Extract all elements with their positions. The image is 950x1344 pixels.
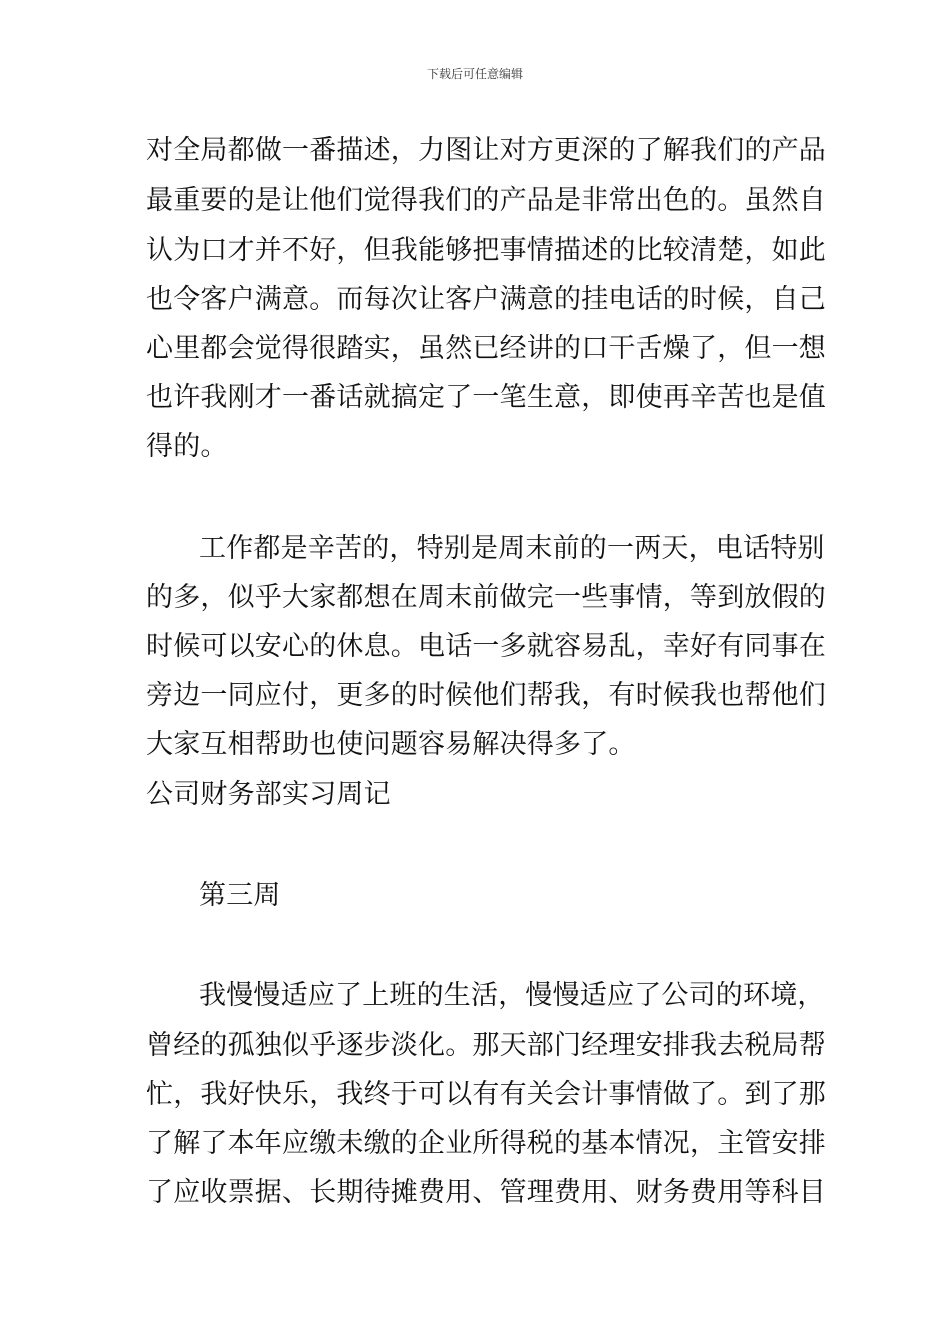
paragraph-3-line: 我慢慢适应了上班的生活，慢慢适应了公司的环境，: [199, 980, 825, 1011]
week-heading: 第三周: [199, 880, 281, 911]
section-title: 公司财务部实习周记: [146, 779, 391, 810]
paragraph-3-line: 了解了本年应缴未缴的企业所得税的基本情况，主管安排: [146, 1128, 826, 1159]
paragraph-1-line: 也令客户满意。而每次让客户满意的挂电话的时候，自己: [146, 284, 826, 315]
paragraph-2-line: 工作都是辛苦的，特别是周末前的一两天，电话特别: [199, 533, 825, 564]
paragraph-1-line: 得的。: [146, 431, 228, 462]
paragraph-1-line: 对全局都做一番描述，力图让对方更深的了解我们的产品: [146, 135, 826, 166]
paragraph-1-line: 最重要的是让他们觉得我们的产品是非常出色的。虽然自: [146, 185, 826, 216]
paragraph-2-line: 大家互相帮助也使问题容易解决得多了。: [146, 729, 636, 760]
paragraph-1-line: 认为口才并不好，但我能够把事情描述的比较清楚，如此: [146, 235, 826, 266]
paragraph-3-line: 了应收票据、长期待摊费用、管理费用、财务费用等科目: [146, 1177, 826, 1208]
page-header: 下载后可任意编辑: [426, 67, 523, 81]
paragraph-3-line: 曾经的孤独似乎逐步淡化。那天部门经理安排我去税局帮: [146, 1030, 826, 1061]
paragraph-2-line: 的多，似乎大家都想在周末前做完一些事情，等到放假的: [146, 582, 826, 613]
paragraph-2-line: 旁边一同应付，更多的时候他们帮我，有时候我也帮他们: [146, 680, 826, 711]
paragraph-1-line: 心里都会觉得很踏实，虽然已经讲的口干舌燥了，但一想: [146, 333, 826, 364]
paragraph-2-line: 时候可以安心的休息。电话一多就容易乱，幸好有同事在: [146, 631, 826, 662]
paragraph-1-line: 也许我刚才一番话就搞定了一笔生意，即使再辛苦也是值: [146, 382, 826, 413]
paragraph-3-line: 忙，我好快乐，我终于可以有有关会计事情做了。到了那: [146, 1079, 826, 1110]
